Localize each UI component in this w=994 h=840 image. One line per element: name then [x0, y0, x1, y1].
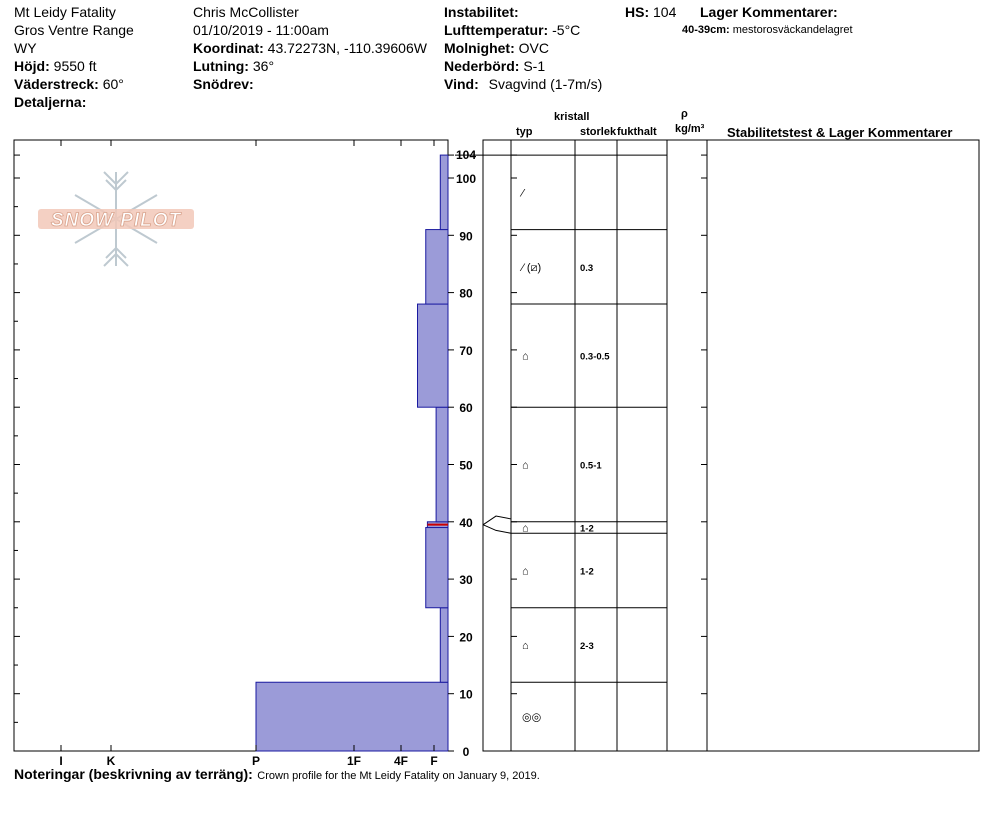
hardness-bars: [256, 155, 448, 751]
hardness-bar: [418, 304, 449, 407]
airtemp-value: -5°C: [552, 22, 581, 38]
layer-table-frame: [483, 140, 979, 751]
depth-tick-label: 50: [459, 458, 473, 473]
header-stability: Stabilitetstest & Lager Kommentarer: [727, 125, 953, 140]
hardness-bar: [436, 407, 448, 522]
depth-tick-label: 80: [459, 286, 473, 301]
crystal-form-icon: ⁄: [522, 187, 524, 200]
crystal-form-icon: ◎◎: [522, 711, 542, 724]
hardness-plot-frame: [14, 140, 448, 751]
depth-axis: [14, 148, 707, 759]
crystal-form-icon: ⌂: [522, 639, 529, 652]
details-label: Detaljerna:: [14, 94, 87, 110]
elevation-label: Höjd:: [14, 58, 50, 74]
hs-value: 104: [653, 4, 677, 20]
hardness-tick-label: I: [59, 754, 63, 768]
precip-label: Nederbörd:: [444, 58, 520, 74]
logo-text: SNOW PILOT: [50, 210, 182, 231]
header-density-unit: kg/m³: [675, 123, 705, 135]
depth-tick-label: 100: [455, 172, 477, 186]
hardness-bar: [426, 230, 448, 304]
crystal-size: 2-3: [580, 640, 594, 652]
depth-tick-label: 104: [455, 148, 477, 163]
notes-text: Crown profile for the Mt Leidy Fatality on January 9, 2019.: [257, 770, 540, 782]
state: WY: [14, 40, 37, 56]
hardness-bar: [440, 155, 448, 229]
depth-tick-label: 20: [459, 630, 473, 645]
header-size: storlek: [580, 126, 617, 138]
hardness-tick-label: 1F: [346, 754, 362, 768]
snowpilot-logo: [38, 172, 194, 266]
crystal-form-icon: ⌂: [522, 459, 529, 472]
elevation-value: 9550 ft: [53, 58, 97, 74]
observation-datetime: 01/10/2019 - 11:00am: [193, 22, 329, 38]
hardness-bar: [440, 608, 448, 682]
observer-name: Chris McCollister: [193, 4, 299, 20]
airtemp-label: Lufttemperatur:: [444, 22, 549, 38]
depth-tick-label: 10: [459, 687, 473, 702]
crystal-form-icon: ⁄ (⧄): [522, 261, 542, 274]
wind-label: Vind:: [444, 76, 479, 92]
hs-label: HS:: [625, 4, 650, 20]
crystal-size: 1-2: [580, 523, 594, 535]
header-moisture: fukthalt: [617, 126, 657, 138]
aspect-label: Väderstreck:: [14, 76, 99, 92]
depth-tick-label: 30: [459, 573, 473, 588]
depth-tick-label: 90: [459, 229, 473, 244]
sky-label: Molnighet:: [444, 40, 515, 56]
slope-value: 36°: [252, 58, 275, 74]
layer-comments-label: Lager Kommentarer:: [700, 4, 838, 20]
mountain-range: Gros Ventre Range: [14, 22, 134, 38]
wind-value: Svagvind (1-7m/s): [488, 76, 603, 92]
crystal-form-icon: ⌂: [522, 350, 529, 363]
slope-label: Lutning:: [193, 58, 249, 74]
layer-comment-text: mestorosväckandelagret: [732, 24, 853, 36]
hardness-tick-label: K: [106, 754, 116, 768]
hardness-tick-label: 4F: [393, 754, 409, 768]
precip-value: S-1: [523, 58, 546, 74]
layer-comment-depth: 40-39cm:: [682, 24, 730, 36]
layer-connector: [483, 525, 511, 534]
coordinate-value: 43.72273N, -110.39606W: [267, 40, 427, 56]
hardness-bar: [256, 682, 448, 751]
sky-value: OVC: [518, 40, 549, 56]
header-crystal: kristall: [554, 111, 590, 123]
crystal-size: 1-2: [580, 566, 594, 578]
crystal-form-icon: ⌂: [522, 522, 529, 535]
hardness-tick-label: F: [430, 754, 438, 768]
depth-tick-label: 40: [459, 515, 473, 530]
instability-label: Instabilitet:: [444, 4, 519, 20]
notes-label: Noteringar (beskrivning av terräng):: [14, 766, 253, 782]
aspect-value: 60°: [102, 76, 124, 92]
layer-connector: [483, 516, 511, 525]
profile-title: Mt Leidy Fatality: [14, 4, 116, 20]
header-density-symbol: ρ: [681, 108, 688, 120]
coordinate-label: Koordinat:: [193, 40, 264, 56]
crystal-form-icon: ⌂: [522, 565, 529, 578]
depth-tick-label: 0: [462, 745, 470, 759]
notes-row: [14, 766, 540, 784]
hardness-tick-label: P: [251, 754, 261, 768]
hardness-bar: [426, 528, 448, 608]
crystal-size: 0.3-0.5: [580, 351, 610, 363]
header-type: typ: [516, 126, 533, 138]
depth-tick-label: 70: [459, 343, 473, 358]
crystal-size: 0.3: [580, 262, 594, 274]
drift-label: Snödrev:: [193, 76, 254, 92]
crystal-size: 0.5-1: [580, 460, 602, 472]
depth-tick-label: 60: [459, 401, 473, 416]
